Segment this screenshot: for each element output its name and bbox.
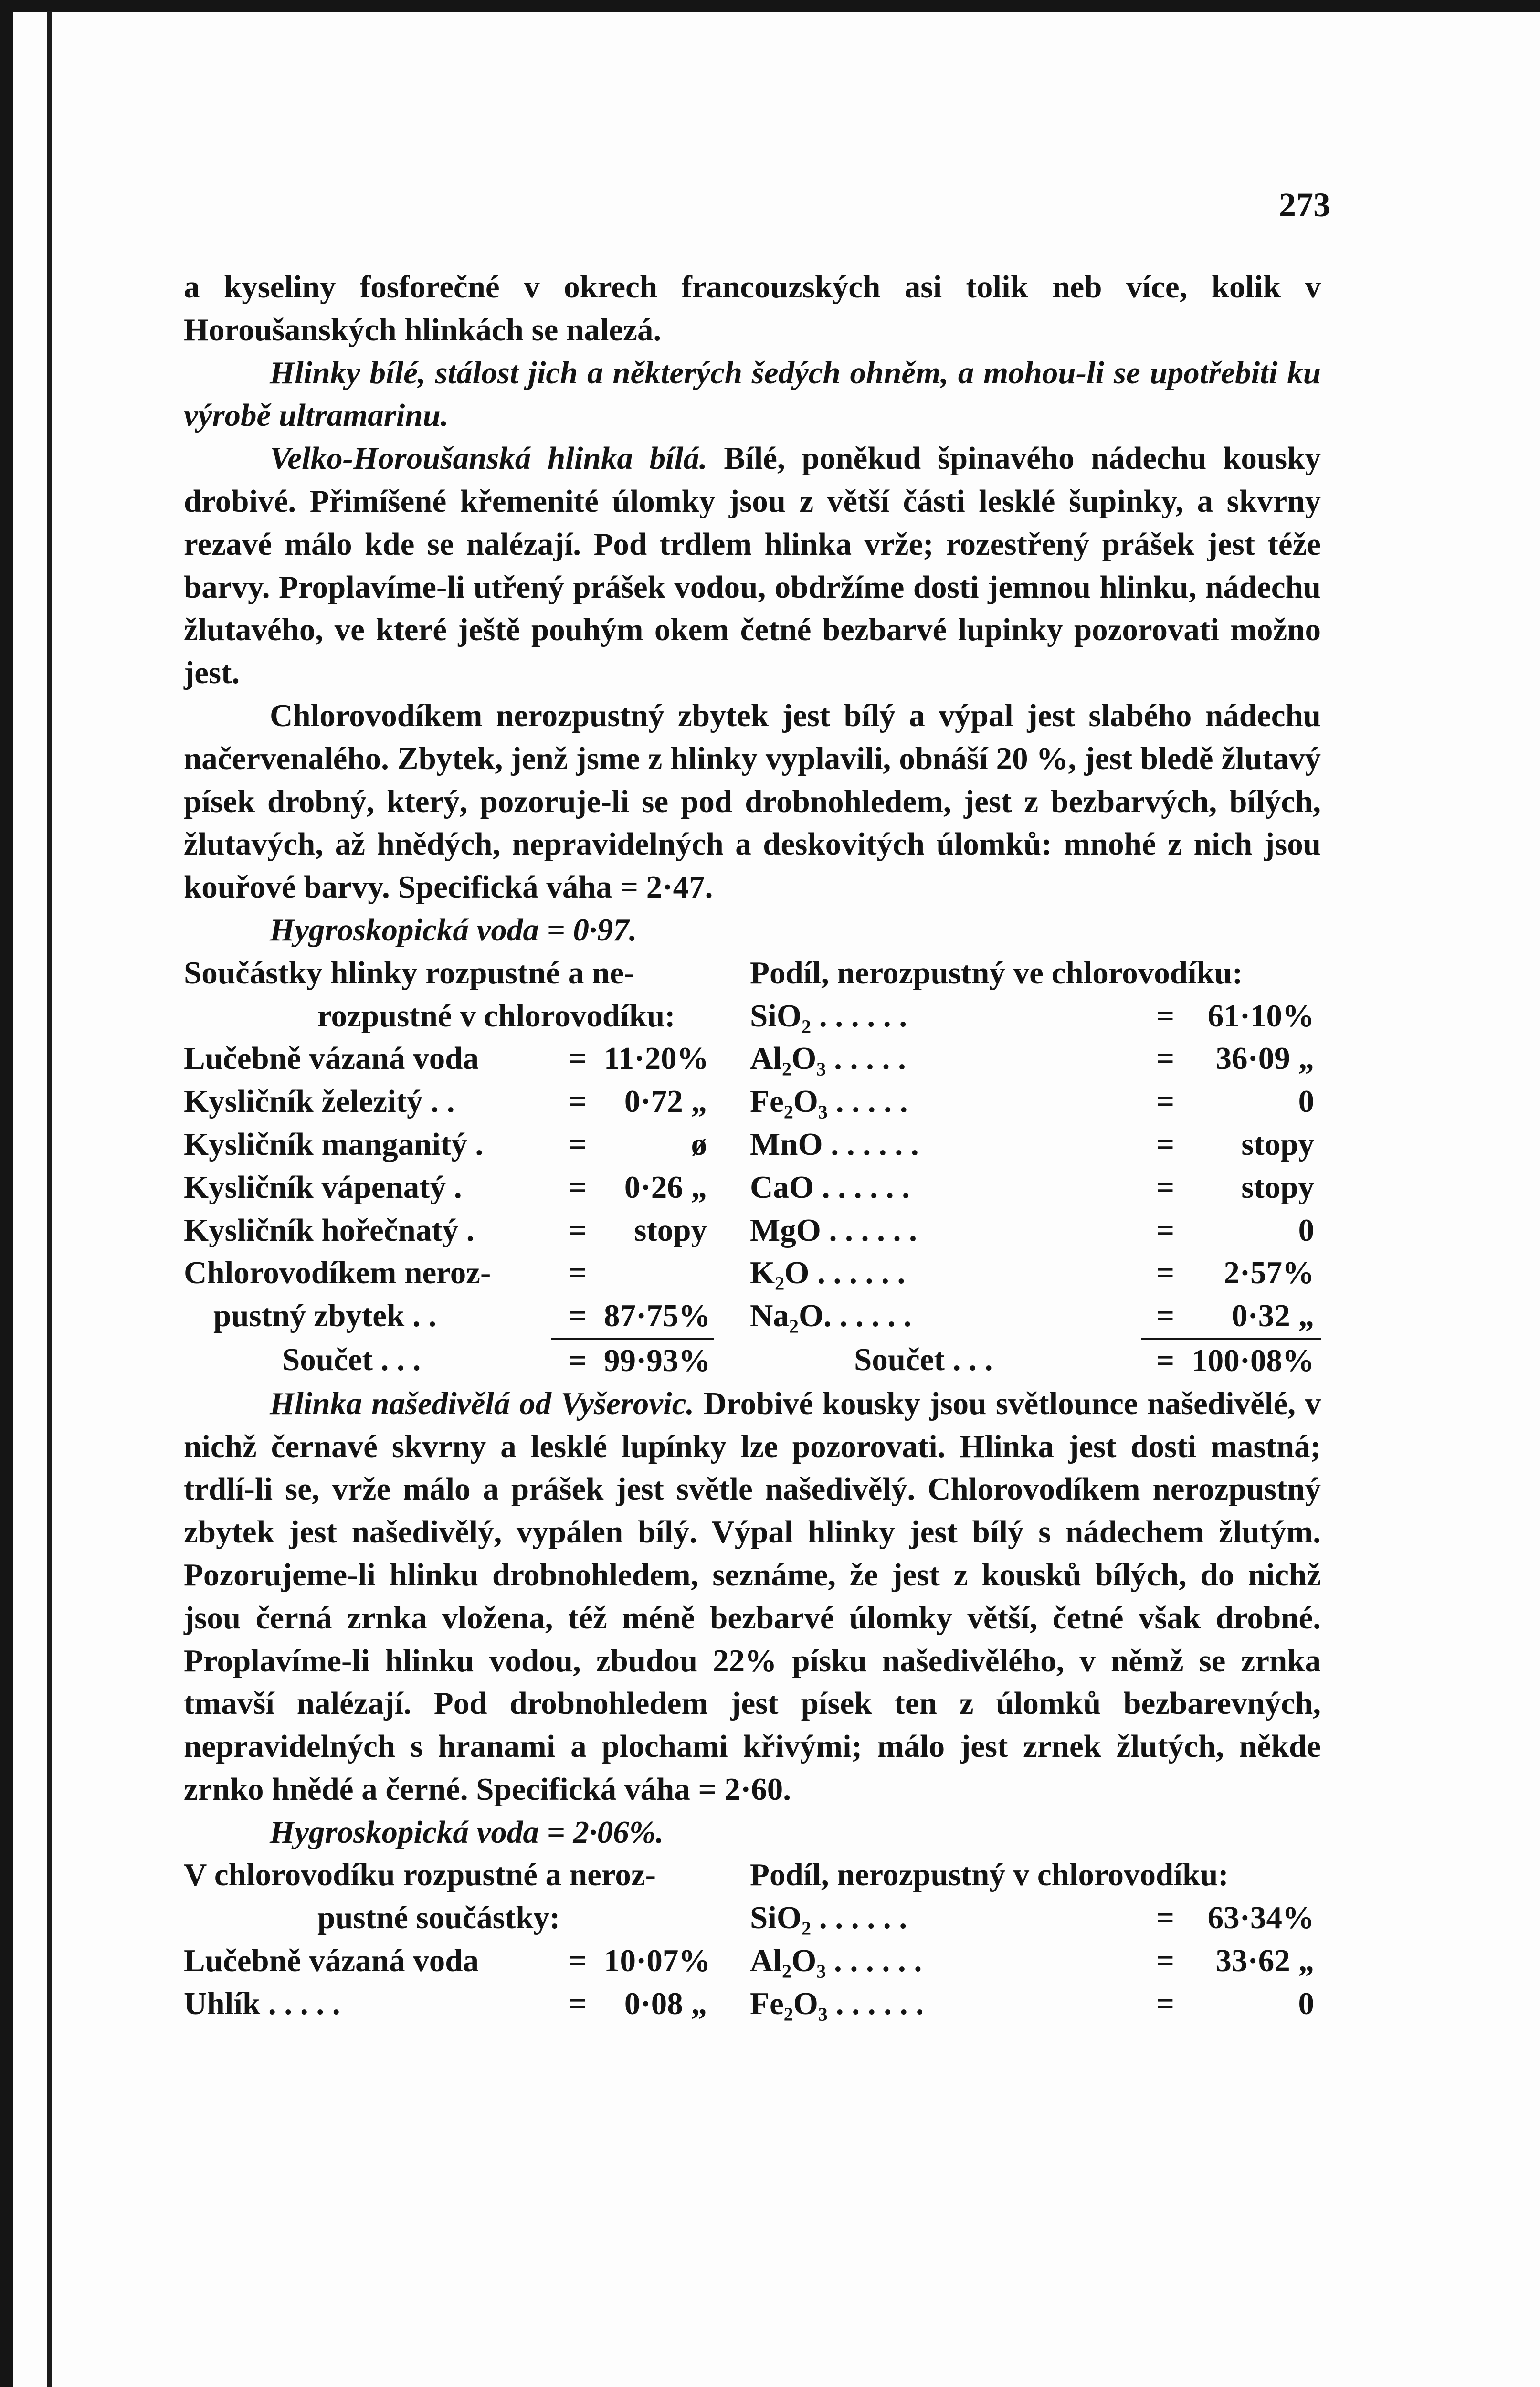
analysis-table-1 — [184, 952, 1321, 1383]
equals-sign: = — [1156, 1126, 1175, 1162]
table-1-right-name: CaO . . . . . . — [750, 1169, 910, 1205]
table-1-sum-row — [184, 1339, 1321, 1383]
table-1-right-value: stopy — [1241, 1169, 1315, 1205]
equals-sign: = — [568, 1126, 587, 1162]
table-1-right-sum-label: Součet . . . — [854, 1341, 993, 1377]
sample-title-vyserovice: Hlinka našedivělá od Vyšerovic. — [270, 1385, 695, 1421]
equals-sign: = — [568, 1943, 587, 1979]
table-row — [184, 1037, 1321, 1080]
table-1-right-value: 61·10% — [1207, 998, 1315, 1034]
table-2-right-heading: Podíl, nerozpustný v chlorovodíku: — [750, 1857, 1229, 1893]
table-row — [184, 1983, 1321, 2026]
table-1-left-value: 0·72 „ — [624, 1084, 707, 1120]
table-2-left-heading-2: pustné součástky: — [317, 1900, 560, 1936]
page-body — [184, 266, 1321, 2026]
paragraph-vyserovice-clay — [184, 1383, 1321, 1811]
equals-sign: = — [1156, 998, 1175, 1034]
table-1-right-name: Al₂O₃ . . . . . — [750, 1041, 906, 1077]
sample-description-horousany: Bílé, poněkud špinavého nádechu kousky drobivé. Přimíšené křemenité úlomky jsou z větší části lesklé šupinky, a skvrny rezavé málo kde se nalézají. Pod trdlem hlinka vrže; rozestřený prášek jest téže barvy. Proplavíme-li utřený prášek vodou, obdržíme dosti jemnou hlinku, nádechu žlutavého, ve které ještě pouhým okem četné bezbarvé lupinky pozorovati možno jest. — [184, 441, 1321, 691]
hygroscopic-water-1: Hygroskopická voda = 0·97. — [270, 912, 637, 948]
table-1-right-value: 0 — [1298, 1084, 1315, 1120]
equals-sign: = — [568, 1041, 587, 1077]
table-1-left-name: pustný zbytek . . — [213, 1298, 437, 1334]
equals-sign: = — [568, 1255, 587, 1291]
table-row — [184, 1295, 1321, 1339]
hygroscopic-water-2: Hygroskopická voda = 2·06%. — [270, 1814, 664, 1850]
equals-sign: = — [1156, 1212, 1175, 1248]
equals-sign: = — [568, 1298, 587, 1334]
paragraph-residue: Chlorovodíkem nerozpustný zbytek jest bílý a výpal jest slabého nádechu načervenalého. Zbytek, jenž jsme z hlinky vyplavili, obnáší 20 %, jest bledě žlutavý písek drobný, který, pozoruje-li se pod drobnohledem, jest z bezbarvých, bílých, žlutavých, až hnědých, nepravidelných a deskovitých úlomků: mnohé z nich jsou kouřové barvy. Specifická váha = 2·47. — [184, 697, 1321, 905]
table-2-right-name: SiO₂ . . . . . . — [750, 1900, 907, 1936]
paragraph-horousany-clay — [184, 437, 1321, 695]
table-2-left-name: Lučebně vázaná voda — [184, 1943, 479, 1979]
table-1-left-name: Kysličník manganitý . — [184, 1126, 484, 1162]
table-2-right-name: Fe₂O₃ . . . . . . — [750, 1986, 924, 2021]
equals-sign: = — [1156, 1298, 1175, 1334]
binding-edge — [47, 11, 52, 2387]
table-1-left-value: stopy — [634, 1212, 707, 1248]
table-1-right-value: 2·57% — [1224, 1255, 1315, 1291]
table-row — [184, 1123, 1321, 1166]
table-1-header-row — [184, 952, 1321, 995]
table-1-left-name: Kysličník železitý . . — [184, 1084, 455, 1120]
table-1-right-value: stopy — [1241, 1126, 1315, 1162]
table-2-right-value: 0 — [1298, 1986, 1315, 2021]
table-1-left-sum-value: 99·93% — [604, 1339, 714, 1383]
equals-sign: = — [1156, 1943, 1175, 1979]
table-1-left-value — [604, 1252, 714, 1295]
table-1-right-value: 0·32 „ — [1231, 1298, 1315, 1334]
table-2-left-value: 10·07% — [604, 1943, 711, 1979]
table-1-right-sum-value: 100·08% — [1189, 1339, 1321, 1383]
table-1-left-name: Lučebně vázaná voda — [184, 1041, 479, 1077]
table-1-left-value: 0·26 „ — [624, 1169, 707, 1205]
table-2-left-name: Uhlík . . . . . — [184, 1986, 340, 2021]
page-number: 273 — [1279, 186, 1330, 224]
table-1-right-name: Na₂O. . . . . . — [750, 1298, 912, 1334]
equals-sign: = — [568, 1169, 587, 1205]
section-heading-white-clays: Hlinky bílé, stálost jich a některých šedých ohněm, a mohou-li se upotřebiti ku výrobě ultramarinu. — [184, 355, 1321, 433]
table-1-left-name: Kysličník vápenatý . — [184, 1169, 462, 1205]
equals-sign: = — [1156, 1986, 1175, 2021]
table-row — [184, 995, 1321, 1038]
table-2-right-value: 33·62 „ — [1215, 1943, 1315, 1979]
table-row — [184, 1897, 1321, 1940]
table-1-left-sum-label: Součet . . . — [282, 1341, 421, 1377]
equals-sign: = — [1141, 1339, 1189, 1383]
equals-sign: = — [1156, 1084, 1175, 1120]
table-2-header-row — [184, 1854, 1321, 1897]
table-1-right-heading: Podíl, nerozpustný ve chlorovodíku: — [750, 955, 1243, 991]
equals-sign: = — [568, 1084, 587, 1120]
table-row — [184, 1166, 1321, 1209]
table-row — [184, 1209, 1321, 1252]
sample-description-vyserovice: Drobivé kousky jsou světlounce našedivělé, v nichž černavé skvrny a lesklé lupínky lze pozorovati. Hlinka jest dosti mastná; trdlí-li se, vrže málo a prášek jest světle našedivělý. Chlorovodíkem nerozpustný zbytek jest našedivělý, vypálen bílý. Výpal hlinky jest bílý s nádechem žlutým. Pozorujeme-li hlinku drobnohledem, seznáme, že jest z kousků bílých, do nichž jsou černá zrnka vložena, též méně bezbarvé úlomky větší, četné však drobné. Proplavíme-li hlinku vodou, zbudou 22% písku našedivělého, v němž se zrnka tmavší nalézají. Pod drobnohledem jest písek ten z úlomků bezbarevných, nepravidelných s hranami a plochami křivými; málo jest zrnek žlutých, někde zrnko hnědé a černé. Specifická váha = 2·60. — [184, 1385, 1321, 1807]
table-row — [184, 1252, 1321, 1295]
equals-sign: = — [568, 1986, 587, 2021]
table-1-left-name: Kysličník hořečnatý . — [184, 1212, 475, 1248]
table-2-right-name: Al₂O₃ . . . . . . — [750, 1943, 922, 1979]
equals-sign: = — [568, 1212, 587, 1248]
sample-title-horousany: Velko-Horoušanská hlinka bílá. — [270, 441, 707, 476]
table-1-left-name: Chlorovodíkem neroz- — [184, 1255, 491, 1291]
table-1-right-name: K₂O . . . . . . — [750, 1255, 906, 1291]
analysis-table-2 — [184, 1854, 1321, 2025]
table-2-right-value: 63·34% — [1207, 1900, 1315, 1936]
table-1-right-name: MnO . . . . . . — [750, 1126, 919, 1162]
equals-sign: = — [1156, 1041, 1175, 1077]
table-2-left-value: 0·08 „ — [624, 1986, 707, 2021]
equals-sign: = — [551, 1339, 604, 1383]
table-1-right-value: 0 — [1298, 1212, 1315, 1248]
table-row — [184, 1080, 1321, 1123]
paragraph-1: a kyseliny fosforečné v okrech francouzských asi tolik neb více, kolik v Horoušanských hlinkách se nalezá. — [184, 269, 1321, 348]
table-1-left-value: ø — [691, 1126, 707, 1162]
table-1-right-name: SiO₂ . . . . . . — [750, 998, 907, 1034]
table-1-right-name: MgO . . . . . . — [750, 1212, 917, 1248]
table-2-left-heading-1: V chlorovodíku rozpustné a neroz- — [184, 1857, 656, 1893]
table-1-left-value: 11·20% — [604, 1041, 709, 1077]
equals-sign: = — [1156, 1900, 1175, 1936]
equals-sign: = — [1156, 1255, 1175, 1291]
table-row — [184, 1940, 1321, 1983]
table-1-left-value: 87·75% — [604, 1298, 711, 1334]
table-1-right-value: 36·09 „ — [1215, 1041, 1315, 1077]
table-1-right-name: Fe₂O₃ . . . . . — [750, 1084, 908, 1120]
table-1-left-heading-2: rozpustné v chlorovodíku: — [317, 998, 675, 1034]
equals-sign: = — [1156, 1169, 1175, 1205]
table-1-left-heading-1: Součástky hlinky rozpustné a ne- — [184, 955, 635, 991]
